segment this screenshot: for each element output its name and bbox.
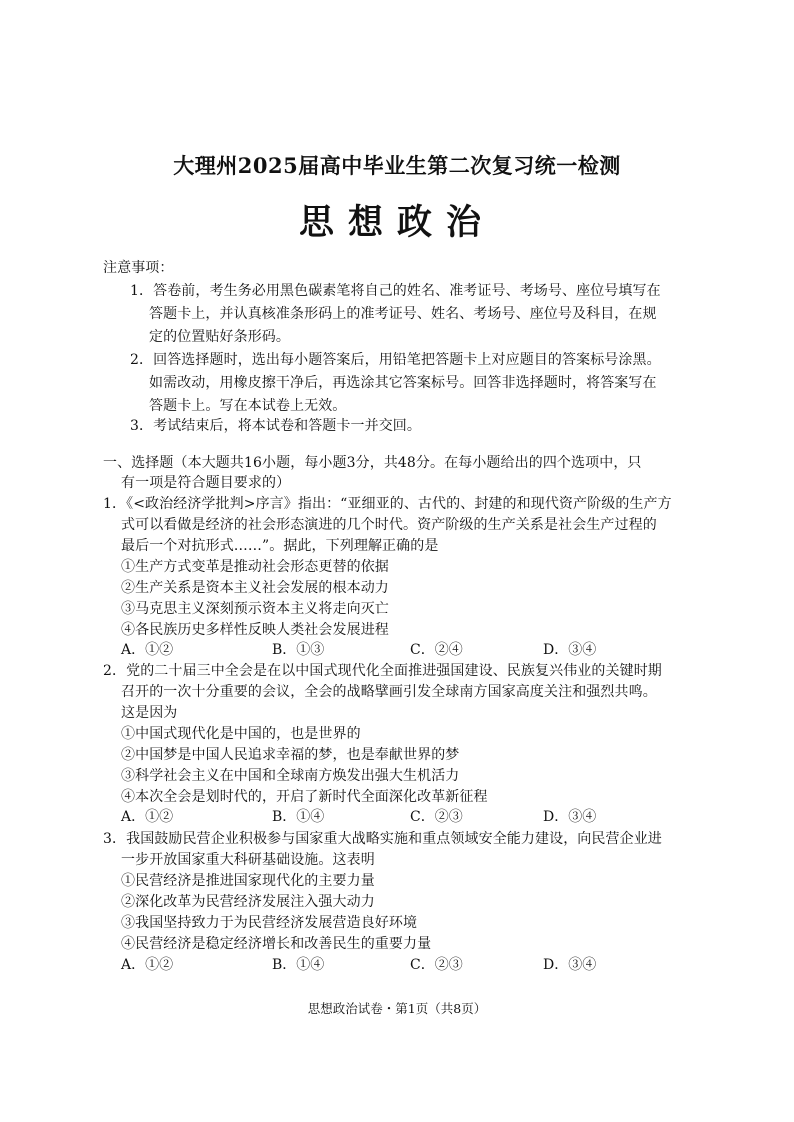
question-1-stem: 1．《<政治经济学批判>序言》指出：“亚细亚的、古代的、封建的和现代资产阶级的生产方 — [103, 496, 672, 512]
question-1-statement: ①生产方式变革是推动社会形态更替的依据 — [121, 559, 389, 575]
question-1-statement: ③马克思主义深刻预示资本主义将走向灭亡 — [121, 601, 389, 617]
section-heading: 一、选择题（本大题共16小题，每小题3分，共48分。在每小题给出的四个选项中，只 — [103, 455, 642, 471]
question-1-stem: 最后一个对抗形式……”。据此，下列理解正确的是 — [121, 538, 439, 554]
question-2-stem: 召开的一次十分重要的会议，全会的战略擘画引发全球南方国家高度关注和强烈共鸣。 — [121, 684, 657, 700]
notice-line: 定的位置贴好条形码。 — [149, 329, 290, 345]
notice-line: 如需改动，用橡皮擦干净后，再选涂其它答案标号。回答非选择题时，将答案写在 — [149, 375, 657, 391]
option-d: D．③④ — [543, 957, 597, 973]
question-2-statement: ④本次全会是划时代的，开启了新时代全面深化改革新征程 — [121, 789, 488, 805]
notice-line: 2．回答选择题时，选出每小题答案后，用铅笔把答题卡上对应题目的答案标号涂黑。 — [130, 352, 661, 368]
question-3-statement: ②深化改革为民营经济发展注入强大动力 — [121, 894, 375, 910]
question-2-statement: ①中国式现代化是中国的，也是世界的 — [121, 726, 361, 742]
option-c: C．②③ — [410, 809, 463, 825]
option-b: B．①④ — [272, 809, 325, 825]
notice-line: 答题卡上。写在本试卷上无效。 — [149, 398, 347, 414]
option-a: A．①② — [121, 642, 174, 658]
question-2-statement: ③科学社会主义在中国和全球南方焕发出强大生机活力 — [121, 768, 460, 784]
question-3-statement: ④民营经济是稳定经济增长和改善民生的重要力量 — [121, 936, 432, 952]
notice-line: 1．答卷前，考生务必用黑色碳素笔将自己的姓名、准考证号、考场号、座位号填写在 — [130, 283, 661, 299]
page-footer: 思想政治试卷・第1页（共8页） — [307, 1001, 487, 1016]
option-c: C．②④ — [410, 642, 463, 658]
option-c: C．②③ — [410, 957, 463, 973]
notice-line: 答题卡上，并认真核准条形码上的准考证号、姓名、考场号、座位号及科目，在规 — [149, 306, 657, 322]
question-2-stem: 2．党的二十届三中全会是在以中国式现代化全面推进强国建设、民族复兴伟业的关键时期 — [103, 663, 662, 679]
question-2-stem: 这是因为 — [121, 705, 178, 721]
question-3-options — [0, 955, 794, 976]
question-1-options — [0, 640, 794, 661]
question-2-statement: ②中国梦是中国人民追求幸福的梦，也是奉献世界的梦 — [121, 747, 460, 763]
section-heading: 有一项是符合题目要求的） — [121, 475, 291, 491]
question-3-statement: ①民营经济是推进国家现代化的主要力量 — [121, 873, 375, 889]
question-1-statement: ④各民族历史多样性反映人类社会发展进程 — [121, 622, 389, 638]
exam-title: 大理州2025届高中毕业生第二次复习统一检测 — [173, 153, 621, 178]
option-d: D．③④ — [543, 809, 597, 825]
option-a: A．①② — [121, 957, 174, 973]
notice-line: 3．考试结束后，将本试卷和答题卡一并交回。 — [130, 418, 422, 434]
option-b: B．①③ — [272, 642, 325, 658]
question-1-statement: ②生产关系是资本主义社会发展的根本动力 — [121, 580, 389, 596]
option-a: A．①② — [121, 809, 174, 825]
question-3-statement: ③我国坚持致力于为民营经济发展营造良好环境 — [121, 915, 418, 931]
option-d: D．③④ — [543, 642, 597, 658]
question-3-stem: 一步开放国家重大科研基础设施。这表明 — [121, 852, 375, 868]
notice-heading: 注意事项： — [103, 260, 174, 276]
question-2-options — [0, 807, 794, 828]
question-1-stem: 式可以看做是经济的社会形态演进的几个时代。资产阶级的生产关系是社会生产过程的 — [121, 517, 657, 533]
subject-title: 思想政治 — [298, 202, 495, 243]
question-3-stem: 3．我国鼓励民营企业积极参与国家重大战略实施和重点领域安全能力建设，向民营企业进 — [103, 831, 662, 847]
option-b: B．①④ — [272, 957, 325, 973]
